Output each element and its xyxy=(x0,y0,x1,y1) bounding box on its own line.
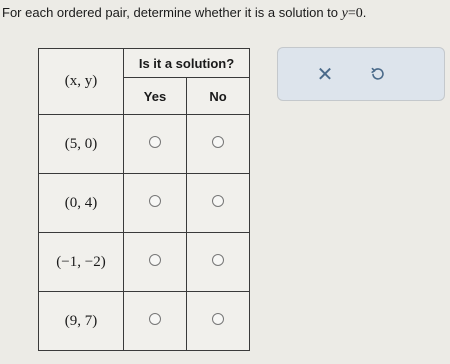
solution-group-header: Is it a solution? xyxy=(124,49,250,78)
no-column-header: No xyxy=(187,78,250,115)
ordered-pair: (−1, −2) xyxy=(39,233,124,292)
undo-icon xyxy=(370,66,386,82)
clear-button[interactable] xyxy=(311,62,339,86)
yes-radio[interactable] xyxy=(149,313,161,325)
no-radio[interactable] xyxy=(212,136,224,148)
yes-radio[interactable] xyxy=(149,195,161,207)
pair-column-header: (x, y) xyxy=(39,49,124,115)
x-icon: ✕ xyxy=(316,63,334,86)
ordered-pair: (9, 7) xyxy=(39,292,124,351)
solution-table xyxy=(38,48,250,351)
yes-cell xyxy=(124,174,187,233)
table-row xyxy=(39,292,250,351)
no-cell xyxy=(187,292,250,351)
no-cell xyxy=(187,174,250,233)
equation: y=0 xyxy=(341,6,363,21)
prompt-text: For each ordered pair, determine whether it is a solution to xyxy=(2,5,342,20)
ordered-pair: (5, 0) xyxy=(39,115,124,174)
no-cell xyxy=(187,233,250,292)
yes-cell xyxy=(124,233,187,292)
answer-toolbar xyxy=(277,47,445,101)
ordered-pair: (0, 4) xyxy=(39,174,124,233)
table-row xyxy=(39,233,250,292)
yes-radio[interactable] xyxy=(149,254,161,266)
yes-column-header: Yes xyxy=(124,78,187,115)
no-cell xyxy=(187,115,250,174)
no-radio[interactable] xyxy=(212,313,224,325)
table-row xyxy=(39,115,250,174)
no-radio[interactable] xyxy=(212,195,224,207)
yes-cell xyxy=(124,115,187,174)
question-prompt: For each ordered pair, determine whether it is a solution to y=0. xyxy=(2,5,367,21)
table-row xyxy=(39,174,250,233)
yes-cell xyxy=(124,292,187,351)
no-radio[interactable] xyxy=(212,254,224,266)
yes-radio[interactable] xyxy=(149,136,161,148)
undo-button[interactable] xyxy=(364,62,392,86)
